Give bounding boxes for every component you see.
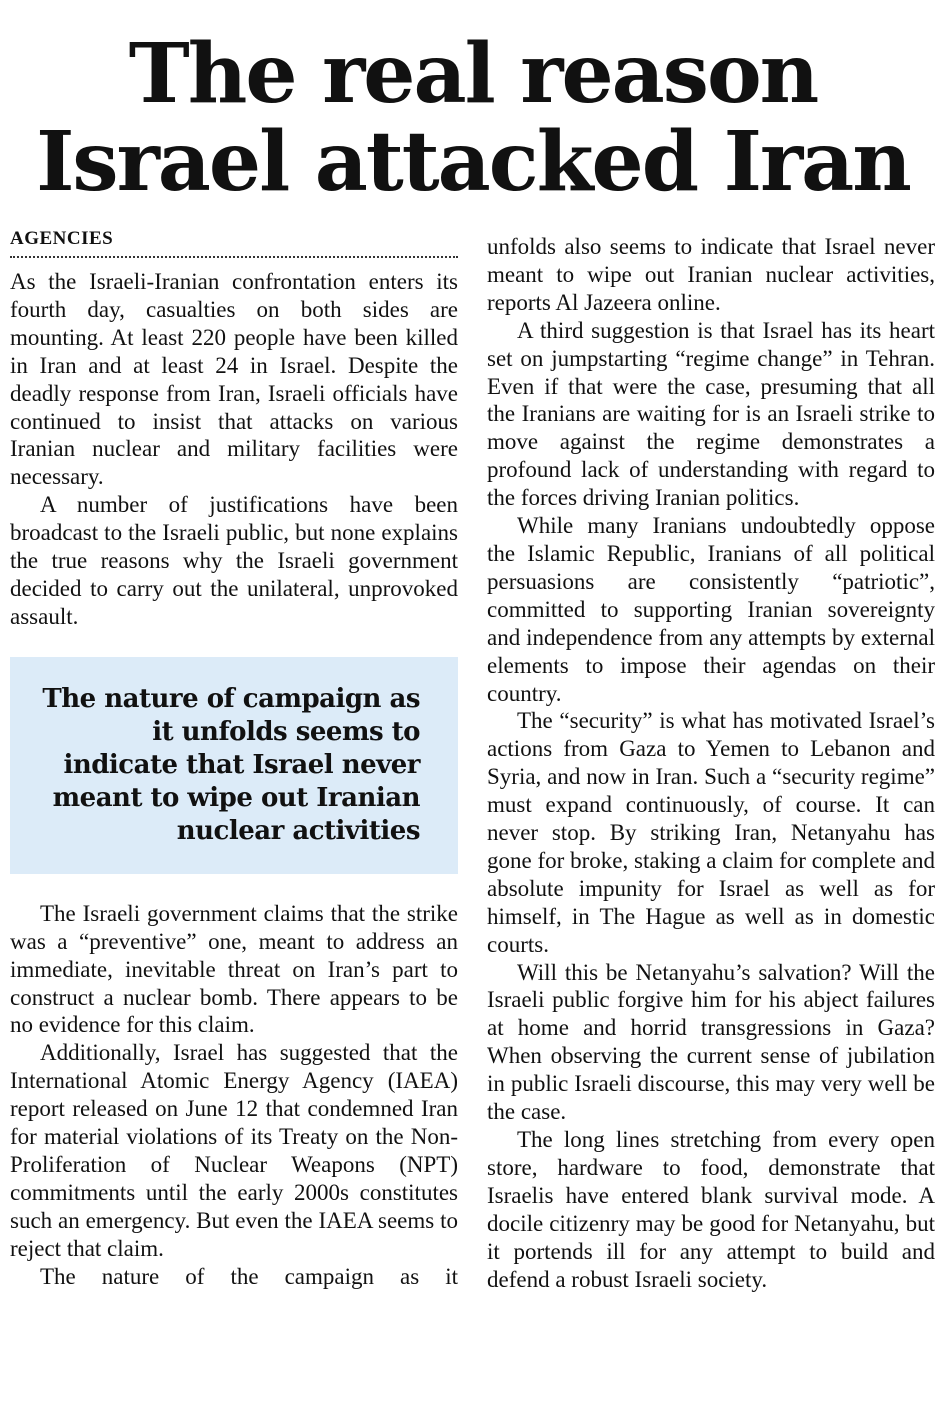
paragraph: The Israeli government claims that the strike was a “preventive” one, meant to address an immediate, inevitable threat on Iran’s part to construct a nuclear bomb. There appears to be no evidence for this claim. [10,900,458,1038]
pull-quote: The nature of campaign as it unfolds seems to indicate that Israel never meant to wipe out Iranian nuclear activities [10,657,458,874]
paragraph: While many Iranians undoubtedly oppose the Islamic Republic, Iranians of all political persuasions are consistently “patriotic”, committed to supporting Iranian sovereignty and independence from any attempts by external elements to impose their agendas on their country. [487,513,935,706]
paragraph: The “security” is what has motivated Israel’s actions from Gaza to Yemen to Lebanon and Syria, and now in Iran. Such a “security regime” must expand continuously, of course. It can never stop. By striking Iran, Netanyahu has gone for broke, staking a claim for complete and absolute impunity for Israel as well as for himself, in The Hague as well as in domestic courts. [487,708,935,957]
paragraph: The nature of the campaign as it [40,1263,458,1289]
byline: AGENCIES [10,228,458,258]
paragraph: Additionally, Israel has suggested that the International Atomic Energy Agency (IAEA) report released on June 12 that condemned Iran for material violations of its Treaty on the Non-Proliferation of Nuclear Weapons (NPT) commitments until the early 2000s constitutes such an emergency. But even the IAEA seems to reject that claim. [10,1040,458,1261]
paragraph: As the Israeli-Iranian confrontation enters its fourth day, casualties on both sides are mounting. At least 220 people have been killed in Iran and at least 24 in Israel. Despite the deadly response from Iran, Israeli officials have continued to insist that attacks on various Iranian nuclear and military facilities were necessary. [10,269,458,490]
right-column [487,233,935,1293]
paragraph: A third suggestion is that Israel has its heart set on jumpstarting “regime change” in Tehran. Even if that were the case, presuming that all the Iranians are waiting for is an Israeli strike to move against the regime demonstrates a profound lack of understanding with regard to the forces driving Iranian politics. [487,317,935,511]
paragraph: Will this be Netanyahu’s salvation? Will the Israeli public forgive him for his abject failures at home and horrid transgressions in Gaza? When observing the current sense of jubilation in public Israeli discourse, this may very well be the case. [487,959,935,1125]
paragraph: A number of justifications have been broadcast to the Israeli public, but none explains the true reasons why the Israeli government decided to carry out the unilateral, unprovoked assault. [10,492,458,629]
left-column [10,228,458,1290]
paragraph: unfolds also seems to indicate that Israel never meant to wipe out Iranian nuclear activities, reports Al Jazeera online. [487,234,935,315]
paragraph: The long lines stretching from every open store, hardware to food, demonstrate that Israelis have entered blank survival mode. A docile citizenry may be good for Netanyahu, but it portends ill for any attempt to build and defend a robust Israeli society. [487,1127,935,1292]
headline: The real reason Israel attacked Iran [36,26,910,210]
